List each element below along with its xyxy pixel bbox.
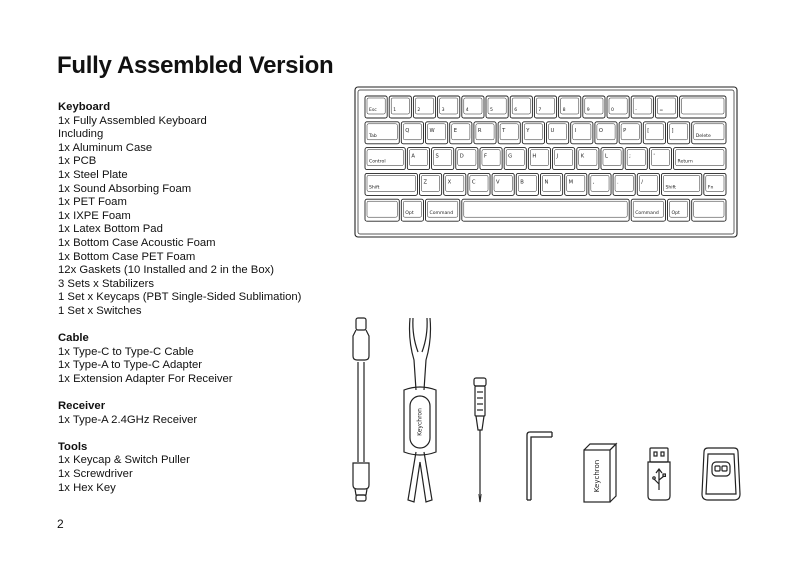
list-item: 1 Set x Keycaps (PBT Single-Sided Sublimation) xyxy=(58,291,302,304)
key-num-0-label: 1 xyxy=(393,108,397,113)
hex-key-icon xyxy=(527,432,552,500)
key-num-3-label: 4 xyxy=(465,108,469,113)
key-row2-7-label: I xyxy=(574,127,577,134)
key-num-5-label: 6 xyxy=(514,108,518,113)
key-space xyxy=(462,199,629,221)
key-row2-1-label: W xyxy=(429,127,435,134)
key-row2-8-label: O xyxy=(598,127,603,134)
keycap-puller-icon xyxy=(404,318,436,502)
key-row4-3-label: V xyxy=(496,179,500,186)
list-item: 1x Keycap & Switch Puller xyxy=(58,454,190,467)
cable-icon xyxy=(353,318,369,501)
key-return-label: Return xyxy=(677,159,693,165)
section-heading: Tools xyxy=(58,440,88,453)
list-item: 1x Bottom Case PET Foam xyxy=(58,250,196,263)
list-item: 12x Gaskets (10 Installed and 2 in the Box) xyxy=(58,264,275,277)
list-item: 1x Type-C to Type-C Cable xyxy=(58,345,194,358)
key-opt-left xyxy=(401,199,423,221)
key-opt-left-label: Opt xyxy=(405,211,414,217)
key-blank-right xyxy=(692,199,726,221)
key-blank-right-top xyxy=(694,201,724,217)
key-tab xyxy=(365,122,399,144)
keyboard-keys xyxy=(365,96,726,221)
key-tab-label: Tab xyxy=(369,133,377,139)
list-item: 1x IXPE Foam xyxy=(58,209,131,222)
key-shift-right xyxy=(661,173,701,195)
key-num-4 xyxy=(486,96,508,118)
key-row3-6-label: J xyxy=(556,153,559,160)
section-heading: Keyboard xyxy=(58,101,111,113)
key-esc xyxy=(365,96,387,118)
key-row3-0-label: A xyxy=(411,153,415,160)
key-row4-1-label: X xyxy=(447,179,452,186)
section-heading: Cable xyxy=(58,332,89,345)
list-item: 1x Aluminum Case xyxy=(58,141,153,154)
key-row3-10-label: ' xyxy=(653,153,655,160)
key-num-11 xyxy=(655,96,677,118)
adapter-icon xyxy=(584,444,616,502)
list-item: 1x Screwdriver xyxy=(58,468,133,481)
key-num-11-label: = xyxy=(659,108,664,113)
key-row2-3-label: R xyxy=(477,127,482,134)
key-row4-2-label: C xyxy=(471,179,476,186)
key-row3-1-label: S xyxy=(435,153,439,160)
screwdriver-icon xyxy=(474,378,486,502)
key-num-3 xyxy=(462,96,484,118)
key-num-5 xyxy=(510,96,532,118)
key-num-8 xyxy=(583,96,605,118)
key-opt-right xyxy=(668,199,690,221)
receiver-icon xyxy=(648,448,670,500)
key-fn xyxy=(704,173,726,195)
key-num-1 xyxy=(413,96,435,118)
key-blank-left-top xyxy=(367,201,397,217)
key-esc-label: Esc xyxy=(369,108,377,113)
key-row2-0-label: Q xyxy=(405,127,410,134)
list-item: 1x Type-A to Type-C Adapter xyxy=(58,359,203,372)
key-row3-3-label: F xyxy=(483,153,487,160)
key-row4-4-label: B xyxy=(520,179,524,186)
list-item: 1x PET Foam xyxy=(58,196,127,209)
key-command-left xyxy=(426,199,460,221)
key-opt-right-label: Opt xyxy=(671,211,680,217)
key-num-4-label: 5 xyxy=(490,108,493,113)
key-num-6-label: 7 xyxy=(538,108,542,113)
keyboard-illustration xyxy=(355,87,737,237)
key-num-9-label: 0 xyxy=(611,108,614,113)
section-heading: Receiver xyxy=(58,400,106,413)
key-row2-5-label: Y xyxy=(526,127,530,134)
key-num-2-label: 3 xyxy=(441,108,445,113)
key-row4-5-label: N xyxy=(544,179,549,186)
key-shift-left xyxy=(365,173,417,195)
key-backspace xyxy=(680,96,726,118)
adapter-brand-label: Keychron xyxy=(593,459,601,493)
key-space-top xyxy=(464,201,627,217)
list-item: 1x Steel Plate xyxy=(58,168,128,181)
key-num-8-label: 9 xyxy=(586,108,590,113)
key-row4-8-label: . xyxy=(617,179,619,186)
key-row4-7-label: , xyxy=(592,179,595,186)
key-row3-4-label: G xyxy=(508,153,513,160)
key-delete xyxy=(692,122,726,144)
list-item: 3 Sets x Stabilizers xyxy=(58,277,155,290)
key-shift-right-label: Shift xyxy=(665,185,676,191)
key-num-7 xyxy=(559,96,581,118)
list-item: 1 Set x Switches xyxy=(58,304,142,317)
key-control-label: Control xyxy=(369,159,386,165)
key-num-9 xyxy=(607,96,629,118)
list-item: 1x Sound Absorbing Foam xyxy=(58,182,192,195)
key-row3-2-label: D xyxy=(459,153,464,160)
list-item: 1x Hex Key xyxy=(58,481,116,494)
key-row2-10-label: [ xyxy=(647,127,650,134)
page-title: Fully Assembled Version xyxy=(57,52,334,79)
key-row4-0-label: Z xyxy=(423,179,428,186)
list-item: 1x Bottom Case Acoustic Foam xyxy=(58,236,216,249)
key-row2-6-label: U xyxy=(550,127,555,134)
puller-brand-label: Keychron xyxy=(416,408,424,436)
key-delete-label: Delete xyxy=(695,133,711,139)
key-command-right xyxy=(631,199,665,221)
key-row3-5-label: H xyxy=(532,153,537,160)
list-item: Including xyxy=(58,128,104,141)
key-num-0 xyxy=(389,96,411,118)
key-num-6 xyxy=(534,96,556,118)
key-control xyxy=(365,148,405,170)
list-item: 1x Latex Bottom Pad xyxy=(58,223,163,236)
key-shift-left-label: Shift xyxy=(369,185,380,191)
key-blank-left xyxy=(365,199,399,221)
key-row3-7-label: K xyxy=(580,153,585,160)
key-num-2 xyxy=(438,96,460,118)
key-row2-2-label: E xyxy=(453,127,457,134)
key-row2-11-label: ] xyxy=(671,127,674,134)
key-backspace-top xyxy=(682,98,724,114)
key-num-10 xyxy=(631,96,653,118)
key-command-right-label: Command xyxy=(635,211,659,217)
key-num-10-label: - xyxy=(635,108,637,113)
key-row2-4-label: T xyxy=(502,127,506,134)
key-row3-8-label: L xyxy=(604,153,608,160)
key-row2-9-label: P xyxy=(623,127,627,134)
key-num-1-label: 2 xyxy=(417,108,421,113)
key-num-7-label: 8 xyxy=(562,108,566,113)
page-number: 2 xyxy=(57,517,64,531)
key-row3-9-label: ; xyxy=(629,153,631,160)
extension-adapter-icon xyxy=(702,448,740,500)
list-item: 1x Extension Adapter For Receiver xyxy=(58,372,233,385)
key-fn-label: Fn xyxy=(707,185,714,191)
key-return xyxy=(674,148,726,170)
key-row4-9-label: / xyxy=(641,179,643,186)
list-item: 1x PCB xyxy=(58,155,97,168)
list-item: 1x Fully Assembled Keyboard xyxy=(58,114,207,127)
list-item: 1x Type-A 2.4GHz Receiver xyxy=(58,413,198,426)
key-command-left-label: Command xyxy=(429,211,454,217)
key-row4-6-label: M xyxy=(568,179,574,186)
